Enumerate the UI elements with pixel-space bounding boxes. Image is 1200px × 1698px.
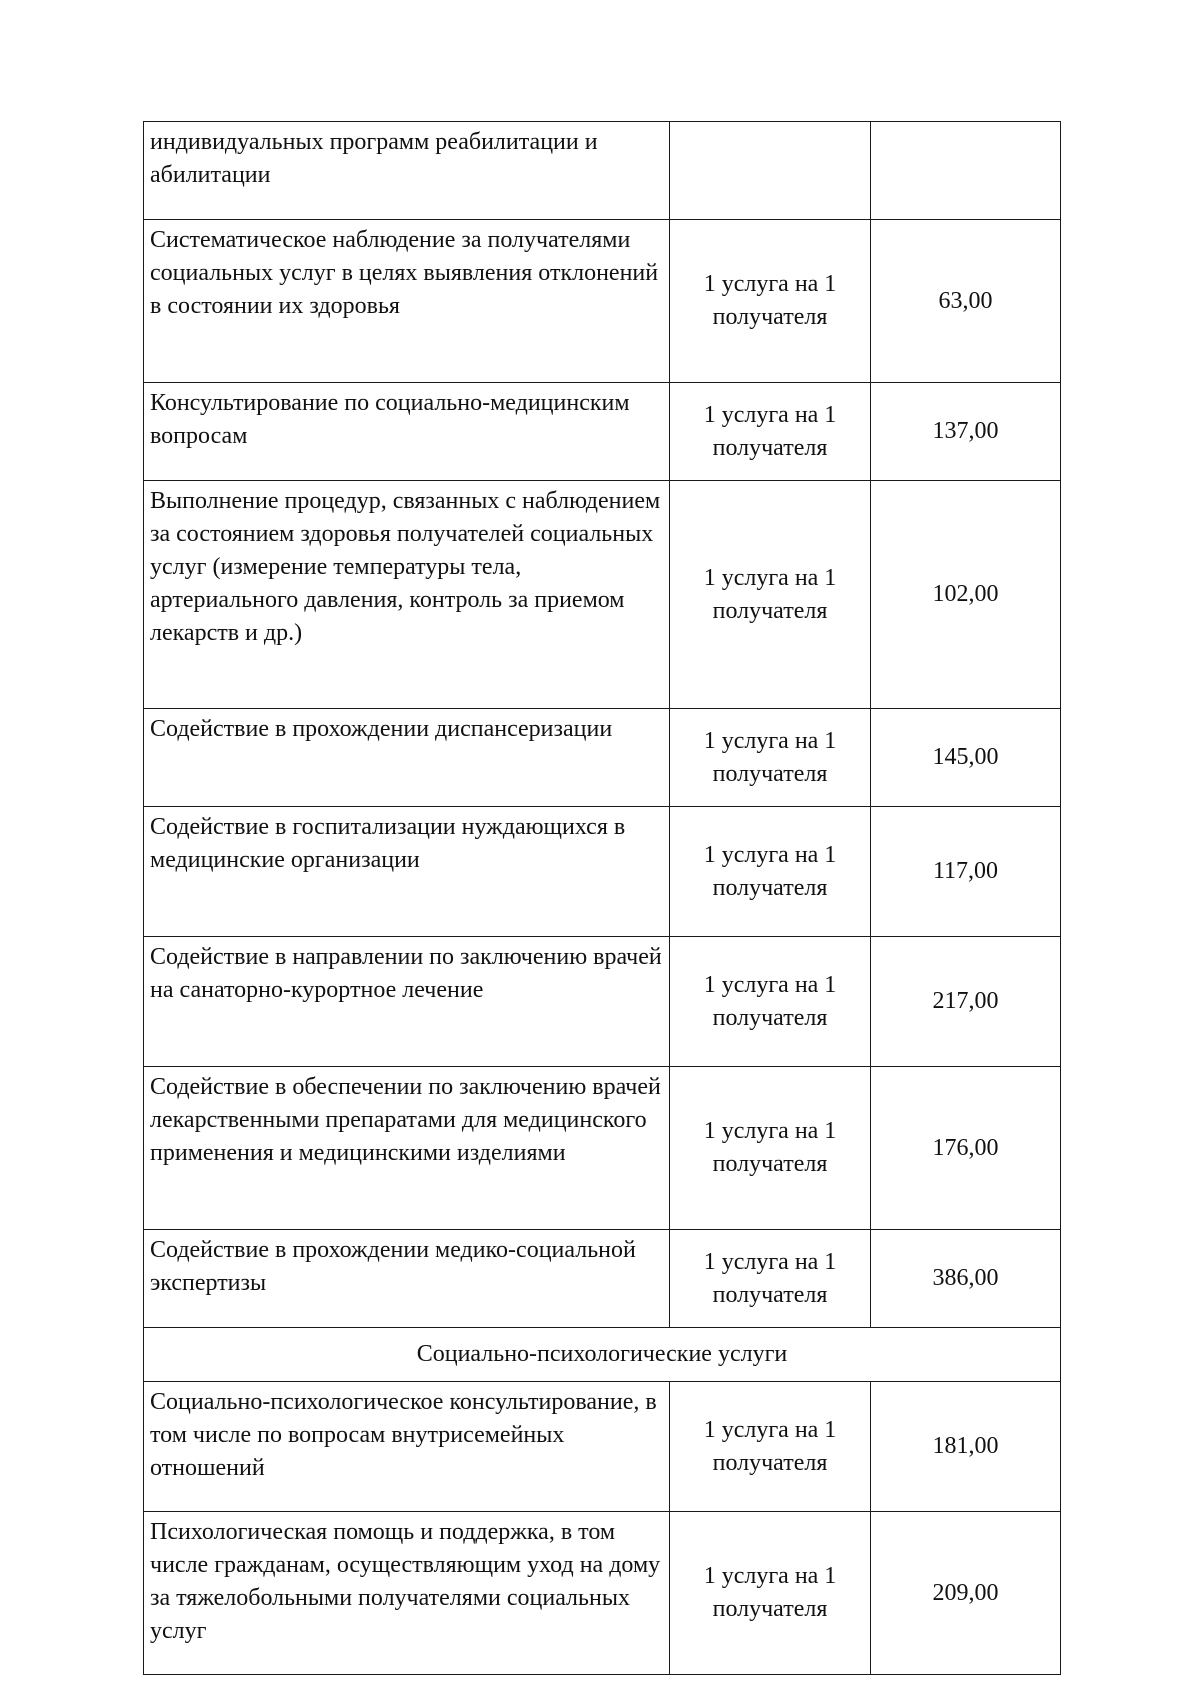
unit-text: 1 услуга на 1 получателя [703, 271, 837, 330]
price-cell [871, 383, 1061, 481]
price-cell [871, 937, 1061, 1067]
table-row [144, 1512, 1061, 1675]
service-name-cell: Содействие в обеспечении по заключению врачей лекарственными препаратами для медицинского применения и медицинскими изделиями [144, 1067, 670, 1230]
table-row [144, 807, 1061, 937]
price-cell [871, 1230, 1061, 1328]
section-heading: Социально-психологические услуги [416, 1341, 788, 1367]
unit-cell [670, 481, 871, 709]
table-row [144, 481, 1061, 709]
unit-cell [670, 1230, 871, 1328]
price-cell [871, 1067, 1061, 1230]
price-text: 137,00 [932, 418, 999, 444]
unit-cell [670, 383, 871, 481]
unit-cell [670, 1512, 871, 1675]
service-name-cell: Содействие в направлении по заключению врачей на санаторно-курортное лечение [144, 937, 670, 1067]
table-row [144, 220, 1061, 383]
table-row [144, 1067, 1061, 1230]
unit-text: 1 услуга на 1 получателя [703, 564, 837, 624]
unit-text: 1 услуга на 1 получателя [703, 1118, 837, 1177]
unit-text: 1 услуга на 1 получателя [703, 1248, 837, 1308]
price-cell [871, 481, 1061, 709]
unit-text: 1 услуга на 1 получателя [703, 1416, 837, 1476]
table-row [144, 383, 1061, 481]
service-name-cell: Содействие в госпитализации нуждающихся в медицинские организации [144, 807, 670, 937]
price-cell [871, 220, 1061, 383]
service-name-cell: индивидуальных программ реабилитации и абилитации [144, 122, 670, 220]
price-text: 217,00 [932, 988, 999, 1014]
unit-text: 1 услуга на 1 получателя [703, 841, 837, 901]
service-name-cell: Систематическое наблюдение за получателями социальных услуг в целях выявления отклонений в состоянии их здоровья [144, 220, 670, 383]
unit-cell [670, 709, 871, 807]
unit-cell [670, 1382, 871, 1512]
service-name-cell: Консультирование по социально-медицинским вопросам [144, 383, 670, 481]
unit-cell [670, 807, 871, 937]
price-text: 181,00 [932, 1433, 999, 1459]
table-row [144, 1230, 1061, 1328]
price-text: 102,00 [932, 581, 999, 607]
unit-cell [670, 937, 871, 1067]
price-text: 176,00 [932, 1134, 999, 1161]
service-name-cell: Выполнение процедур, связанных с наблюдением за состоянием здоровья получателей социальных услуг (измерение температуры тела, артериального давления, контроль за приемом лекарств и др.) [144, 481, 670, 709]
table-row [144, 1382, 1061, 1512]
table-row [144, 709, 1061, 807]
section-heading-cell [144, 1328, 1061, 1382]
unit-text: 1 услуга на 1 получателя [703, 401, 837, 461]
section-heading-row [144, 1328, 1061, 1382]
price-text: 209,00 [932, 1579, 999, 1606]
price-cell [871, 807, 1061, 937]
price-cell [871, 122, 1061, 220]
document-page [143, 121, 1060, 1675]
unit-text: 1 услуга на 1 получателя [703, 1563, 837, 1622]
price-text: 117,00 [932, 858, 999, 884]
price-cell [871, 709, 1061, 807]
price-text: 386,00 [932, 1265, 999, 1291]
price-text: 63,00 [938, 287, 993, 314]
unit-cell [670, 122, 871, 220]
unit-text: 1 услуга на 1 получателя [703, 971, 837, 1031]
services-tariff-table [143, 121, 1061, 1675]
service-name-cell: Социально-психологическое консультирование, в том числе по вопросам внутрисемейных отношений [144, 1382, 670, 1512]
service-name-cell: Психологическая помощь и поддержка, в том числе гражданам, осуществляющим уход на дому за тяжелобольными получателями социальных услуг [144, 1512, 670, 1675]
table-row [144, 937, 1061, 1067]
service-name-cell: Содействие в прохождении медико-социальной экспертизы [144, 1230, 670, 1328]
unit-text: 1 услуга на 1 получателя [703, 727, 837, 787]
price-text: 145,00 [932, 744, 999, 770]
table-row [144, 122, 1061, 220]
unit-cell [670, 220, 871, 383]
service-name-cell: Содействие в прохождении диспансеризации [144, 709, 670, 807]
price-cell [871, 1512, 1061, 1675]
price-cell [871, 1382, 1061, 1512]
unit-cell [670, 1067, 871, 1230]
